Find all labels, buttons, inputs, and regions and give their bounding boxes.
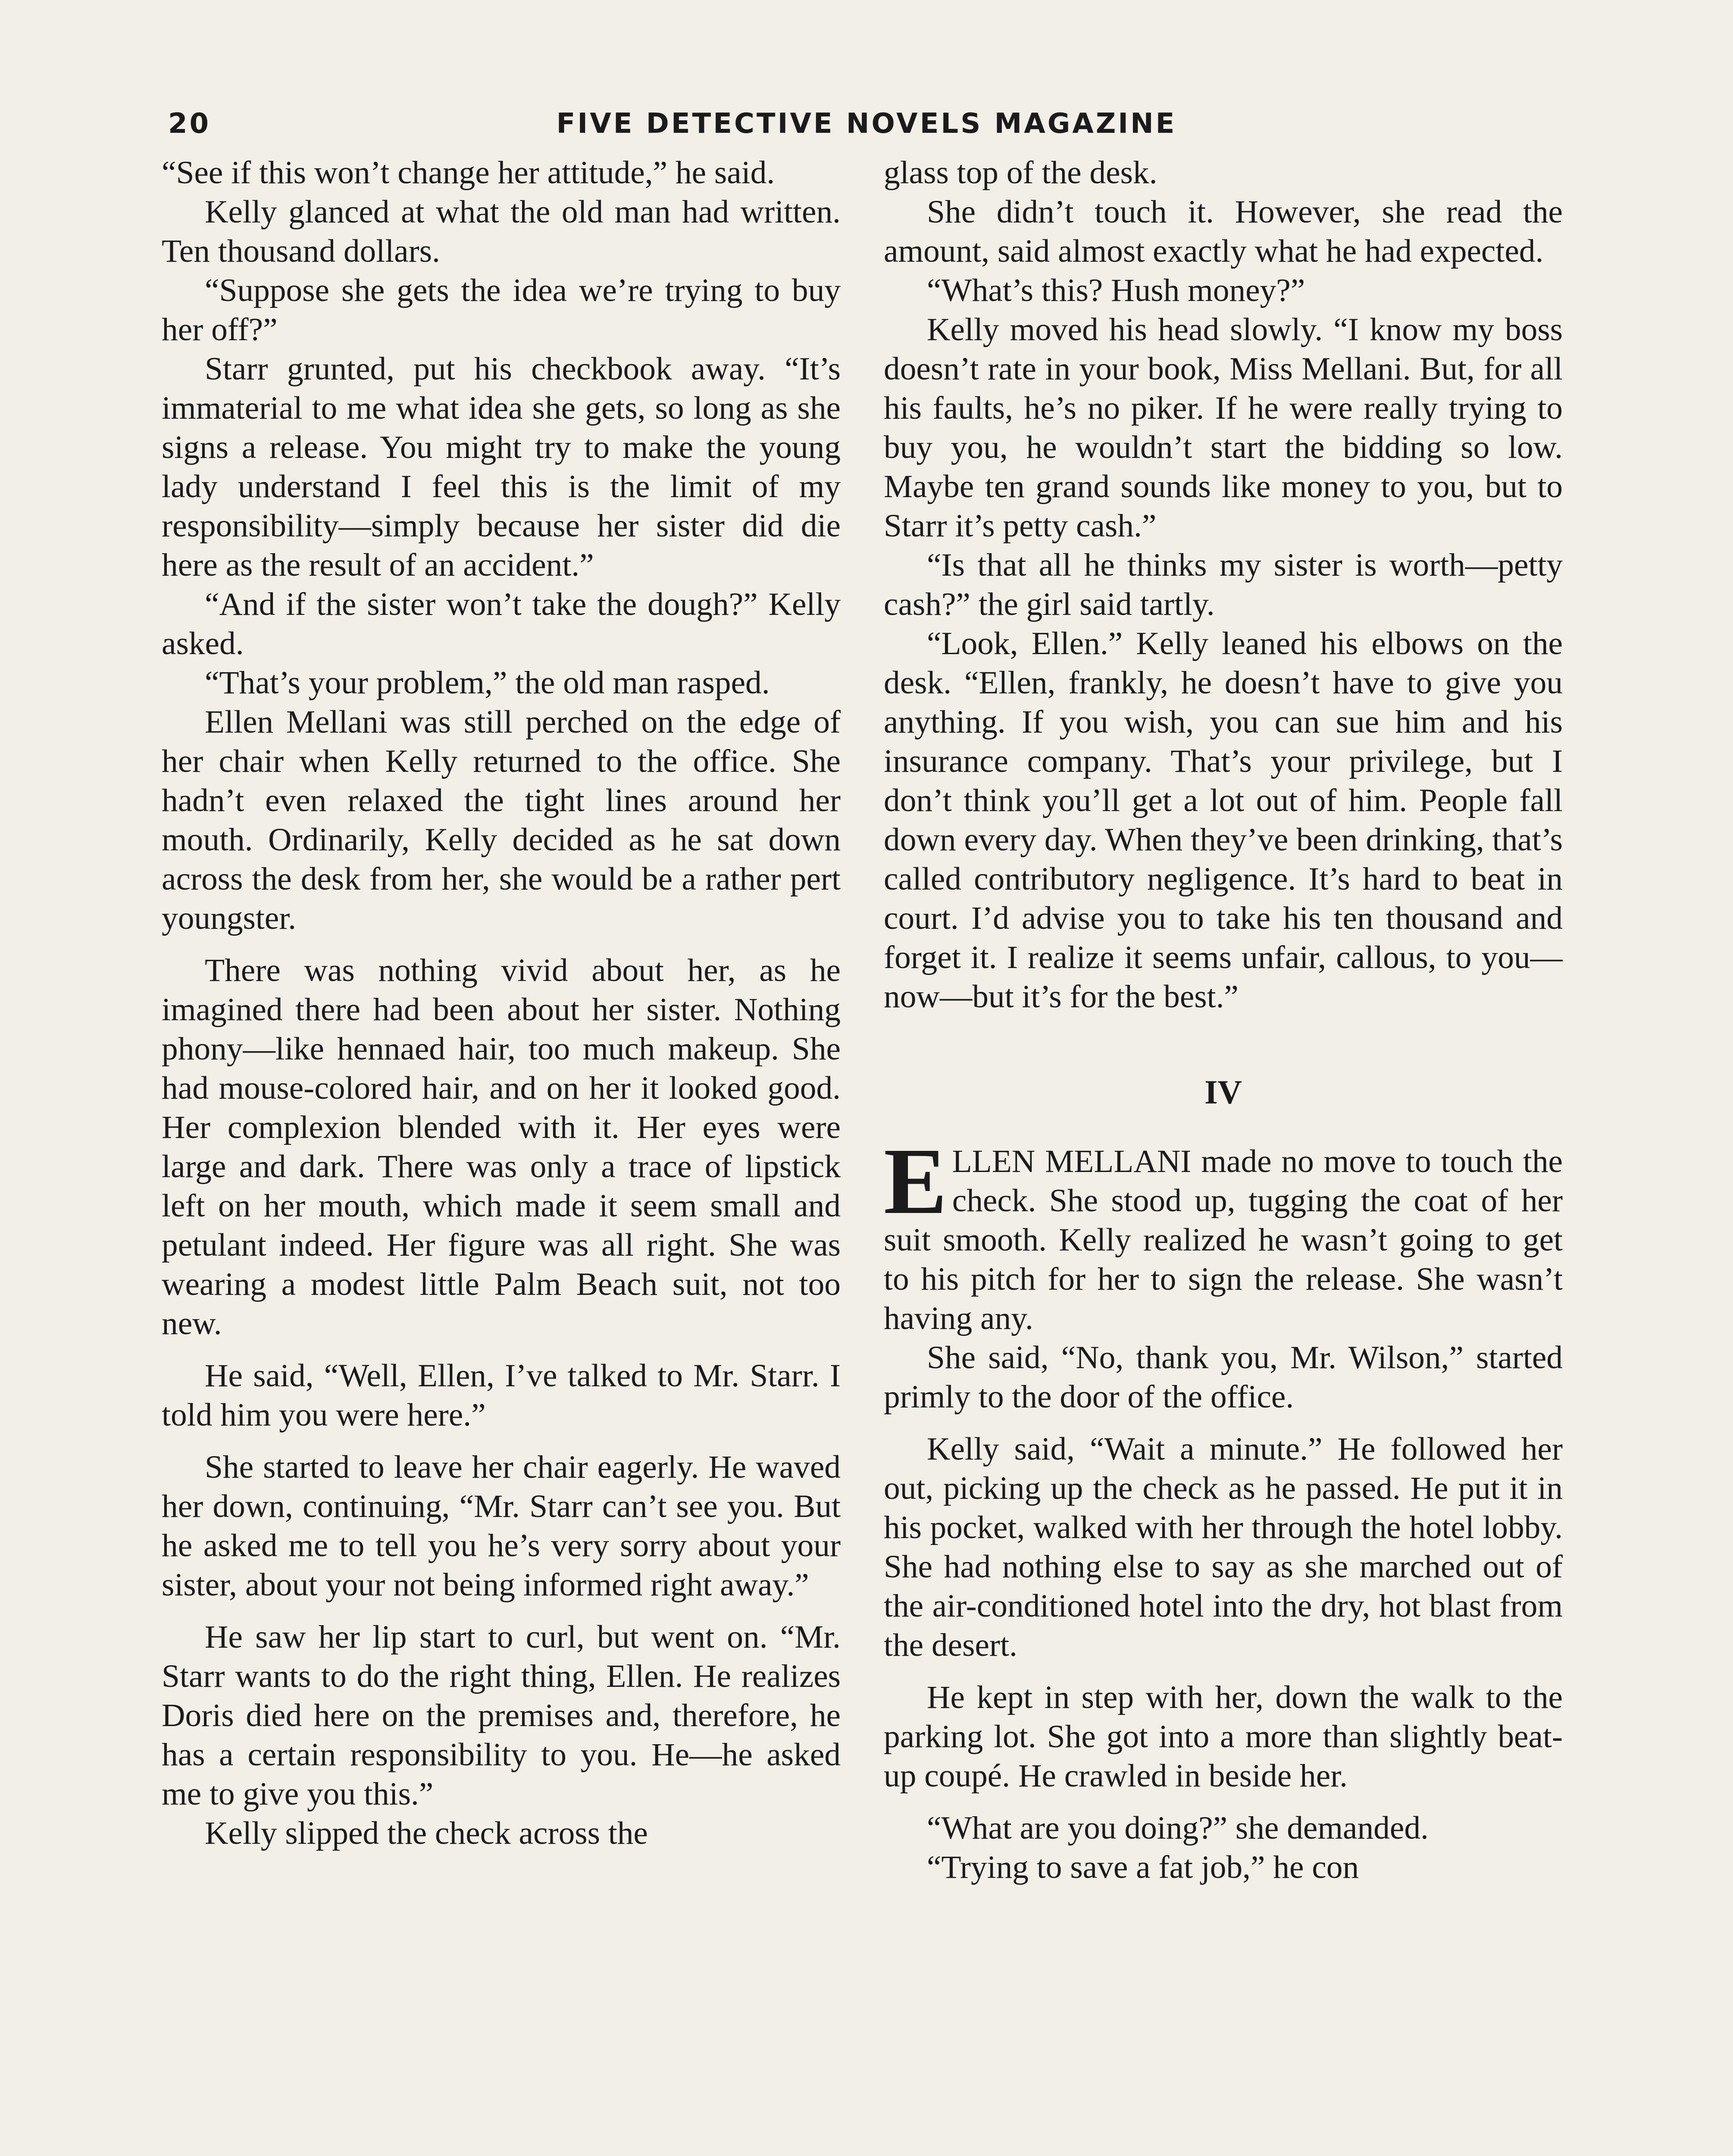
- paragraph: Kelly said, “Wait a minute.” He followed her out, picking up the check as he passed. He put it in his pocket, walked with her through the hotel lobby. She had nothing else to say as she marched out of the air-conditioned hotel into the dry, hot blast from the desert.: [884, 1431, 1563, 1663]
- paragraph: There was nothing vivid about her, as he imagined there had been about her sister. Nothing phony—like hennaed hair, too much makeup. She had mouse-colored hair, and on her it looked good. Her complexion blended with it. Her eyes were large and dark. There was only a trace of lipstick left on her mouth, which made it seem small and petulant indeed. Her figure was all right. She was wearing a modest little Palm Beach suit, not too new.: [162, 953, 841, 1341]
- paragraph: Kelly glanced at what the old man had written. Ten thousand dollars.: [162, 194, 841, 269]
- paragraph: Kelly slipped the check across the: [205, 1815, 648, 1851]
- right-column: [884, 153, 1563, 2156]
- paragraph: She said, “No, thank you, Mr. Wilson,” started primly to the door of the office.: [884, 1340, 1563, 1415]
- paragraph: “And if the sister won’t take the dough?” Kelly asked.: [162, 586, 841, 661]
- paragraph: She didn’t touch it. However, she read the amount, said almost exactly what he had expected.: [884, 194, 1563, 269]
- paragraph: “What’s this? Hush money?”: [927, 273, 1305, 308]
- magazine-title: FIVE DETECTIVE NOVELS MAGAZINE: [556, 108, 1177, 140]
- paragraph: “Trying to save a fat job,” he con: [927, 1849, 1359, 1885]
- paragraph: “What are you doing?” she demanded.: [927, 1810, 1429, 1846]
- drop-cap-text: LLEN MELLANI made no move to touch the check. She stood up, tugging the coat of her suit smooth. Kelly realized he wasn’t going to get to his pitch for her to sign the release. She wasn’t having any.: [884, 1144, 1563, 1336]
- chapter-heading: IV: [1204, 1073, 1242, 1111]
- paragraph: He kept in step with her, down the walk to the parking lot. She got into a more than slightly beat-up coupé. He crawled in beside her.: [884, 1680, 1563, 1794]
- paragraph: She started to leave her chair eagerly. He waved her down, continuing, “Mr. Starr can’t see you. But he asked me to tell you he’s very sorry about your sister, about your not being informed right away.”: [162, 1449, 841, 1603]
- paragraph: Ellen Mellani was still perched on the edge of her chair when Kelly returned to the office. She hadn’t even relaxed the tight lines around her mouth. Ordinarily, Kelly decided as he sat down across the desk from her, she would be a rather pert youngster.: [162, 704, 841, 936]
- paragraph: “That’s your problem,” the old man rasped.: [205, 665, 770, 701]
- paragraph: “Look, Ellen.” Kelly leaned his elbows on the desk. “Ellen, frankly, he doesn’t have to give you anything. If you wish, you can sue him and his insurance company. That’s your privilege, but I don’t think you’ll get a lot out of him. People fall down every day. When they’ve been drinking, that’s called contributory negligence. It’s hard to beat in court. I’d advise you to take his ten thousand and forget it. I realize it seems unfair, callous, to you—now—but it’s for the best.”: [884, 626, 1563, 1015]
- drop-cap: E: [884, 1128, 947, 1234]
- paragraph: “Suppose she gets the idea we’re trying to buy her off?”: [162, 273, 841, 348]
- paragraph: “See if this won’t change her attitude,” he said.: [162, 155, 775, 191]
- paragraph: He saw her lip start to curl, but went on. “Mr. Starr wants to do the right thing, Ellen. He realizes Doris died here on the premises and, therefore, he has a certain responsibility to you. He—he asked me to give you this.”: [162, 1619, 841, 1812]
- running-header: [168, 103, 1565, 151]
- paragraph: glass top of the desk.: [884, 155, 1157, 191]
- paragraph: “Is that all he thinks my sister is worth—petty cash?” the girl said tartly.: [884, 547, 1563, 622]
- paragraph: Kelly moved his head slowly. “I know my boss doesn’t rate in your book, Miss Mellani. But, for all his faults, he’s no piker. If he were really trying to buy you, he wouldn’t start the bidding so low. Maybe ten grand sounds like money to you, but to Starr it’s petty cash.”: [884, 312, 1563, 544]
- left-column: [162, 153, 841, 2156]
- paragraph: He said, “Well, Ellen, I’ve talked to Mr. Starr. I told him you were here.”: [162, 1358, 841, 1433]
- page-number: 20: [168, 108, 211, 140]
- paragraph: Starr grunted, put his checkbook away. “It’s immaterial to me what idea she gets, so long as she signs a release. You might try to make the young lady understand I feel this is the limit of my responsibility—simply because her sister did die here as the result of an accident.”: [162, 351, 841, 583]
- chapter-opening-paragraph: [884, 1128, 1563, 1338]
